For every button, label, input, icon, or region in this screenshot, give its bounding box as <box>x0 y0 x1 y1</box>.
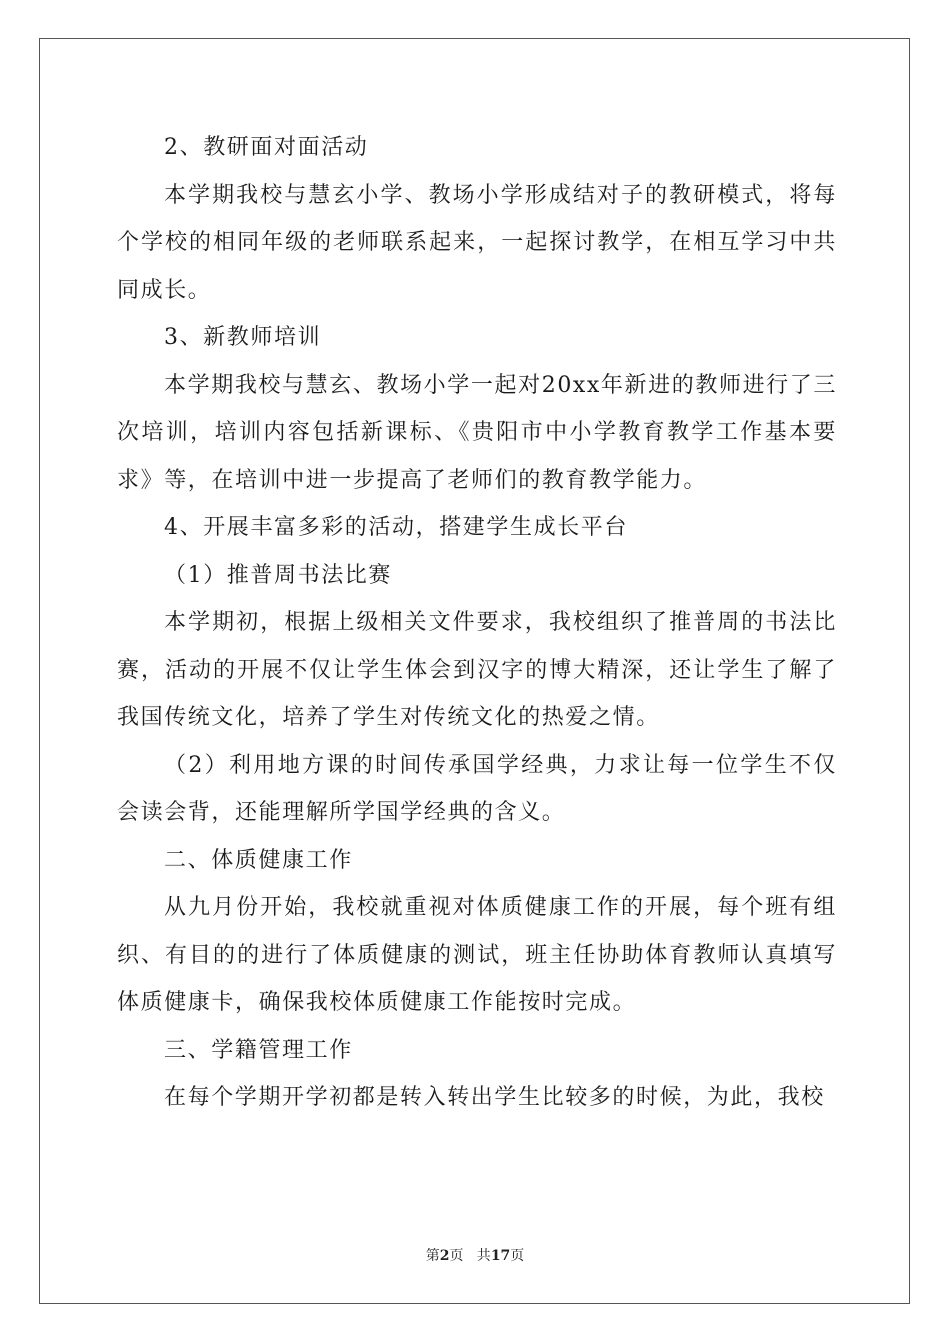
section-heading: 4、开展丰富多彩的活动，搭建学生成长平台 <box>164 515 628 540</box>
total-page-count: 17 <box>490 1248 511 1264</box>
section-heading: 三、学籍管理工作 <box>164 1037 353 1063</box>
document-body <box>117 124 837 1122</box>
body-paragraph: 在每个学期开学初都是转入转出学生比较多的时候，为此，我校 <box>164 1085 825 1110</box>
body-paragraph: 本学期我校与慧玄小学、教场小学形成结对子的教研模式，将每个学校的相同年级的老师联系起来，一起探讨教学，在相互学习中共同成长。 <box>117 182 837 303</box>
section-heading: 2、教研面对面活动 <box>164 135 369 160</box>
footer-middle: 页 共 <box>449 1248 491 1264</box>
footer-suffix: 页 <box>510 1248 525 1264</box>
footer-prefix: 第 <box>425 1248 440 1264</box>
body-paragraph: 从九月份开始，我校就重视对体质健康工作的开展，每个班有组织、有目的的进行了体质健康的测试，班主任协助体育教师认真填写体质健康卡，确保我校体质健康工作能按时完成。 <box>117 895 837 1015</box>
subsection-heading: （1）推普周书法比赛 <box>164 562 392 588</box>
body-paragraph: 本学期初，根据上级相关文件要求，我校组织了推普周的书法比赛，活动的开展不仅让学生体会到汉字的博大精深，还让学生了解了我国传统文化，培养了学生对传统文化的热爱之情。 <box>117 610 837 730</box>
current-page-number: 2 <box>439 1248 450 1264</box>
body-paragraph: （2）利用地方课的时间传承国学经典，力求让每一位学生不仅会读会背，还能理解所学国学经典的含义。 <box>117 752 837 825</box>
body-paragraph: 本学期我校与慧玄、教场小学一起对20xx年新进的教师进行了三次培训，培训内容包括新课标、《贵阳市中小学教育教学工作基本要求》等，在培训中进一步提高了老师们的教育教学能力。 <box>117 372 837 493</box>
page-footer <box>0 1246 950 1266</box>
section-heading: 3、新教师培训 <box>164 325 322 350</box>
section-heading: 二、体质健康工作 <box>164 847 353 873</box>
